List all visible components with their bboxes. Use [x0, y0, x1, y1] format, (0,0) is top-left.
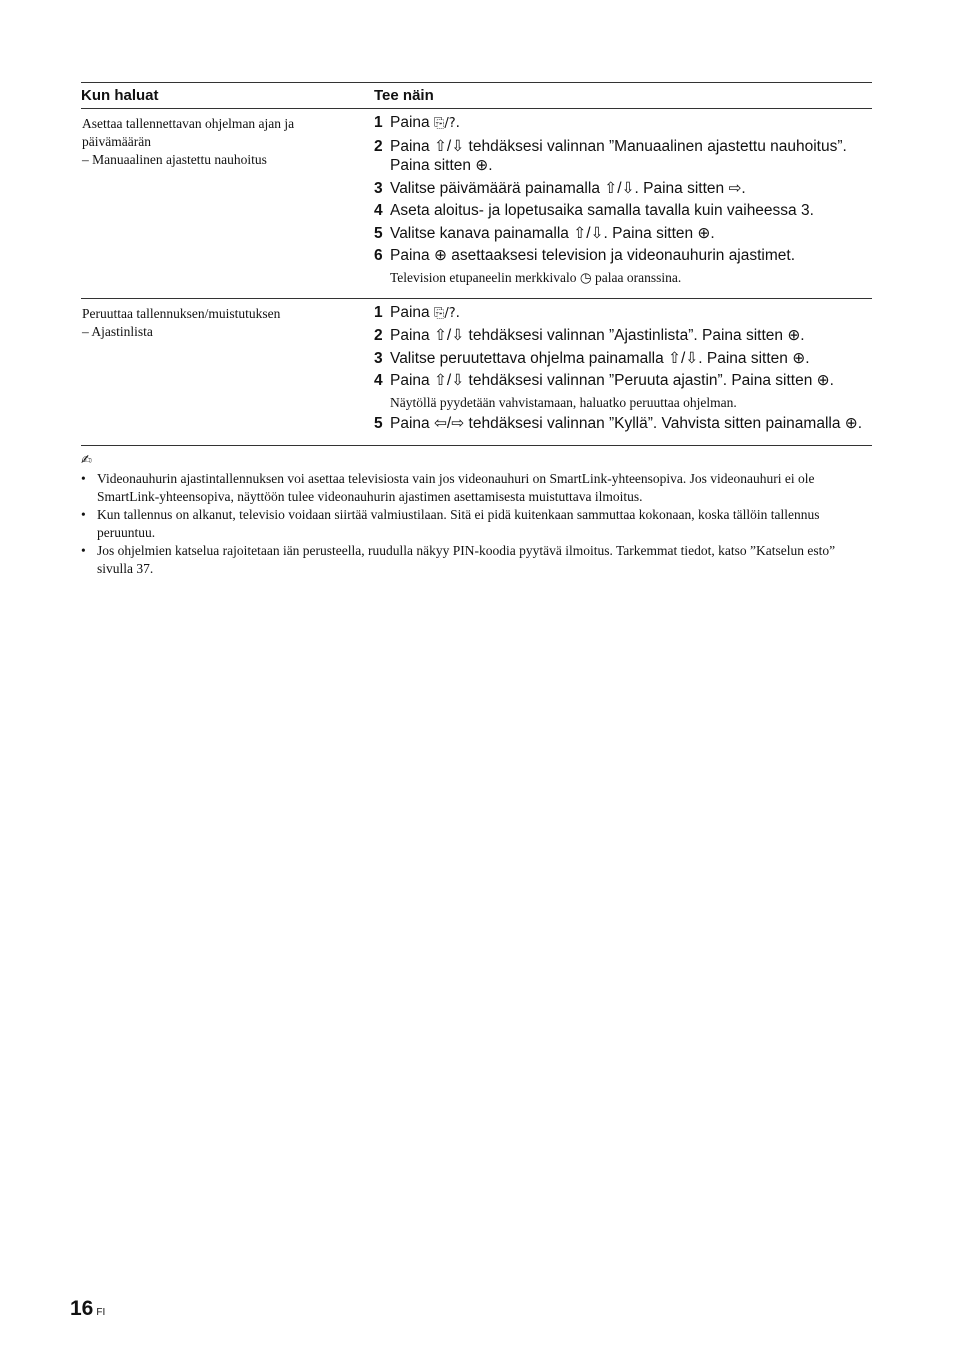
step-item [374, 246, 872, 266]
step-text: Valitse päivämäärä painamalla ⇧/⇩. Paina sitten ⇨. [390, 179, 746, 197]
notes-section [81, 452, 872, 577]
table-row [81, 298, 872, 446]
header-tee-nain: Tee näin [374, 83, 872, 109]
note-item [81, 542, 872, 577]
step-item [374, 137, 872, 176]
note-pencil-icon: ✍ [81, 453, 92, 468]
step-text: Aseta aloitus- ja lopetusaika samalla tavalla kuin vaiheessa 3. [390, 202, 814, 219]
step-text: Paina ⊕ asettaaksesi television ja videonauhurin ajastimet. [390, 247, 796, 264]
step-number: 1 [374, 303, 383, 321]
step-number: 4 [374, 202, 383, 219]
manual-page [81, 82, 872, 578]
step-text: Paina ⎘/?. [390, 303, 872, 324]
note-text: Videonauhurin ajastintallennuksen voi asettaa televisiosta vain jos videonauhuri on SmartLink-yhteensopiva. Jos videonauhuri ei ole SmartLink-yhteensopiva, näyttöön tulee videonauhurin ajastimen asettamisesta muistuttava ilmoitus. [97, 471, 815, 504]
bullet: • [81, 507, 86, 522]
teletext-help-icon: ⎘/? [433, 116, 456, 131]
step-number: 2 [374, 137, 383, 155]
step-item [374, 414, 872, 434]
page-number-value: 16 [70, 1297, 94, 1320]
step-text: Valitse peruutettava ohjelma painamalla ⇧/⇩. Paina sitten ⊕. [390, 349, 810, 367]
row-goal [81, 298, 374, 446]
step-item [374, 179, 872, 199]
step-item [374, 224, 872, 244]
step-text: Paina ⇦/⇨ tehdäksesi valinnan ”Kyllä”. Vahvista sitten painamalla ⊕. [390, 414, 863, 432]
step-item [374, 303, 872, 324]
step-number: 5 [374, 224, 383, 242]
row-goal [81, 109, 374, 299]
note-text: Jos ohjelmien katselua rajoitetaan iän perusteella, ruudulla näkyy PIN-koodia pyytävä ilmoitus. Tarkemmat tiedot, katso ”Katselun esto” sivulla 37. [97, 543, 836, 576]
goal-line: – Ajastinlista [82, 323, 153, 339]
step-number: 4 [374, 372, 383, 389]
step-number: 5 [374, 414, 383, 432]
step-text: Paina ⇧/⇩ tehdäksesi valinnan ”Manuaalinen ajastettu nauhoitus”. Paina sitten ⊕. [390, 137, 847, 174]
row-steps [374, 109, 872, 299]
note-item [81, 470, 872, 505]
header-kun-haluat: Kun haluat [81, 83, 374, 109]
step-text: Valitse kanava painamalla ⇧/⇩. Paina sitten ⊕. [390, 224, 715, 242]
table-header-row [81, 83, 872, 109]
step-item [374, 349, 872, 369]
row-steps [374, 298, 872, 446]
page-number [70, 1297, 105, 1321]
note-text: Kun tallennus on alkanut, televisio voidaan siirtää valmiustilaan. Sitä ei pidä kuitenkaan sammuttaa kokonaan, koska tällöin tallennus peruuntuu. [97, 507, 820, 540]
bullet: • [81, 543, 86, 558]
step-text: Paina ⇧/⇩ tehdäksesi valinnan ”Peruuta ajastin”. Paina sitten ⊕. [390, 372, 834, 389]
step-text: Paina ⇧/⇩ tehdäksesi valinnan ”Ajastinlista”. Paina sitten ⊕. [390, 327, 805, 344]
goal-line: Peruuttaa tallennuksen/muistutuksen [82, 305, 281, 321]
step-item [374, 113, 872, 134]
step-item [374, 201, 872, 221]
step-number: 6 [374, 247, 383, 264]
step-note: Television etupaneelin merkkivalo ◷ palaa oranssina. [390, 269, 682, 285]
table-row [81, 109, 872, 299]
goal-line: Asettaa tallennettavan ohjelman ajan ja [82, 116, 295, 131]
step-text: Paina ⎘/?. [390, 113, 872, 134]
step-number: 3 [374, 179, 383, 197]
goal-line: – Manuaalinen ajastettu nauhoitus [82, 152, 267, 167]
step-number: 1 [374, 114, 383, 131]
language-code: FI [96, 1307, 106, 1318]
goal-line: päivämäärän [82, 134, 151, 149]
step-note: Näytöllä pyydetään vahvistamaan, haluatko peruuttaa ohjelman. [390, 394, 737, 410]
step-item [374, 371, 872, 391]
step-item [374, 326, 872, 346]
note-item [81, 506, 872, 541]
instruction-table [81, 82, 872, 446]
bullet: • [81, 471, 86, 486]
step-number: 3 [374, 349, 383, 367]
teletext-help-icon: ⎘/? [433, 305, 456, 321]
step-number: 2 [374, 327, 383, 344]
